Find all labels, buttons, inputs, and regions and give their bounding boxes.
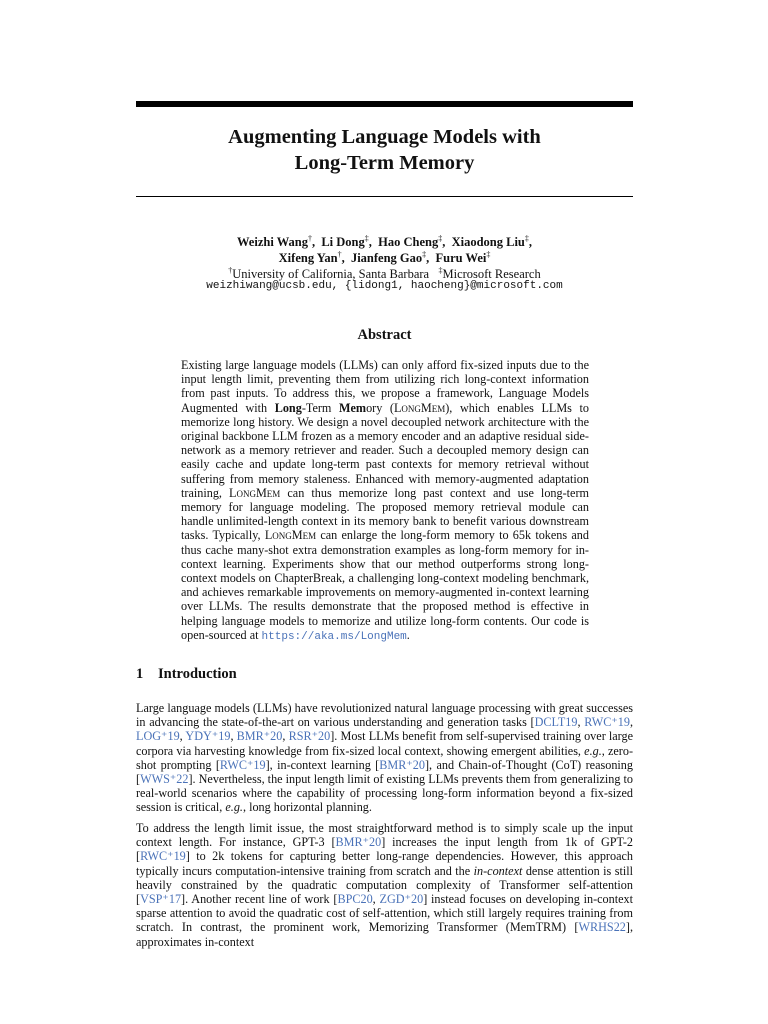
author-affiliation-mark: † bbox=[337, 250, 342, 259]
author-line-2: Xifeng Yan†, Jianfeng Gao‡, Furu Wei‡ bbox=[278, 250, 491, 266]
author-affiliation-mark: ‡ bbox=[524, 234, 529, 243]
author-name: Xiaodong Liu bbox=[451, 235, 525, 250]
author-name: Li Dong bbox=[321, 235, 365, 250]
title-rule bbox=[136, 196, 633, 197]
affiliation-mark-1: † bbox=[228, 266, 233, 275]
author-line-1: Weizhi Wang†, Li Dong‡, Hao Cheng‡, Xiaodong Liu‡, bbox=[236, 234, 532, 250]
affiliation-ucsb: University of California, Santa Barbara bbox=[232, 267, 430, 282]
author-name: Weizhi Wang bbox=[236, 235, 308, 250]
author-name: Xifeng Yan bbox=[278, 251, 338, 266]
citation-link[interactable]: BMR⁺20 bbox=[236, 729, 283, 744]
method-name: LongMem bbox=[393, 400, 446, 415]
code-url-link[interactable]: https://aka.ms/LongMem bbox=[261, 630, 407, 643]
author-name: Jianfeng Gao bbox=[350, 251, 423, 266]
intro-paragraph-2: To address the length limit issue, the most straightforward method is to simply scale up the input context length. For instance, GPT-3 [BMR⁺20] increases the input length from 1k of GPT-2 [RWC⁺19] to 2k tokens for capturing better long-range dependencies. However, this approach typically incurs computation-intensive training from scratch and the in-context dense attention is still heavily constrained by the quadratic computation complexity of Transformer self-attention [VSP⁺17]. Another recent line of work [BPC20, ZGD⁺20] instead focuses on developing in-context sparse attention to avoid the quadratic cost of self-attention, which still largely requires training from scratch. In contrast, the prominent work, Memorizing Transformer (MemTRM) [WRHS22], approximates in-context bbox=[136, 821, 634, 949]
italic-text: in-context bbox=[473, 863, 523, 878]
bold-text: Mem bbox=[339, 400, 367, 415]
author-affiliation-mark: ‡ bbox=[486, 250, 491, 259]
citation-link[interactable]: RWC⁺19 bbox=[219, 757, 266, 772]
citation-link[interactable]: DCLT19 bbox=[534, 715, 578, 730]
abstract-heading: Abstract bbox=[357, 327, 412, 343]
author-name: Hao Cheng bbox=[378, 235, 439, 250]
italic-text: e.g. bbox=[584, 743, 602, 758]
citation-link[interactable]: BMR⁺20 bbox=[379, 757, 425, 772]
author-affiliation-mark: † bbox=[307, 234, 312, 243]
method-name: LongMem bbox=[264, 528, 317, 543]
paper-title-line2: Long-Term Memory bbox=[294, 152, 475, 174]
author-affiliation-mark: ‡ bbox=[364, 234, 369, 243]
citation-link[interactable]: WWS⁺22 bbox=[140, 772, 189, 787]
paper-title-line1: Augmenting Language Models with bbox=[228, 126, 541, 148]
citation-link[interactable]: BPC20 bbox=[337, 892, 373, 907]
top-rule bbox=[136, 101, 633, 107]
citation-link[interactable]: WRHS22 bbox=[578, 920, 626, 935]
author-emails: weizhiwang@ucsb.edu, {lidong1, haocheng}@microsoft.com bbox=[206, 280, 563, 292]
method-name: LongMem bbox=[229, 485, 281, 500]
author-affiliation-mark: ‡ bbox=[438, 234, 443, 243]
citation-link[interactable]: ZGD⁺20 bbox=[379, 892, 424, 907]
citation-link[interactable]: VSP⁺17 bbox=[140, 892, 182, 907]
author-affiliation-mark: ‡ bbox=[422, 250, 427, 259]
italic-text: e.g. bbox=[225, 800, 243, 815]
citation-link[interactable]: BMR⁺20 bbox=[335, 835, 382, 850]
section-heading bbox=[136, 666, 237, 683]
section-title: Introduction bbox=[158, 666, 237, 682]
affiliation-mark-2: ‡ bbox=[438, 266, 443, 275]
bold-text: Long bbox=[274, 400, 302, 415]
author-name: Furu Wei bbox=[435, 251, 487, 266]
citation-link[interactable]: RSR⁺20 bbox=[288, 729, 331, 744]
intro-paragraph-1: Large language models (LLMs) have revolutionized natural language processing with great successes in advancing the state-of-the-art on various understanding and generation tasks [DCLT19, RWC⁺19, LOG⁺19, YDY⁺19, BMR⁺20, RSR⁺20]. Most LLMs benefit from self-supervised training over large corpora via harvesting knowledge from fix-sized local context, showing emergent abilities, e.g., zero-shot prompting [RWC⁺19], in-context learning [BMR⁺20], and Chain-of-Thought (CoT) reasoning [WWS⁺22]. Nevertheless, the input length limit of existing LLMs prevents them from generalizing to real-world scenarios where the capability of processing long-form information beyond a fix-sized session is critical, e.g., long horizontal planning. bbox=[136, 701, 634, 815]
abstract-body: Existing large language models (LLMs) can only afford fix-sized inputs due to the input length limit, preventing them from utilizing rich long-context information from past inputs. To address this, we propose a framework, Language Models Augmented with Long-Term Memory (LongMem), which enables LLMs to memorize long history. We design a novel decoupled network architecture with the original backbone LLM frozen as a memory encoder and an adaptive residual side-network as a memory retriever and reader. Such a decoupled memory design can easily cache and update long-term past contexts for memory retrieval without suffering from memory staleness. Enhanced with memory-augmented adaptation training, LongMem can thus memorize long past context and use long-term memory for language modeling. The proposed memory retrieval module can handle unlimited-length context in its memory bank to benefit various downstream tasks. Typically, LongMem can enlarge the long-form memory to 65k tokens and thus cache many-shot extra demonstration examples as long-form memory for in-context learning. Experiments show that our method outperforms strong long-context models on ChapterBreak, a challenging long-context modeling benchmark, and achieves remarkable improvements on memory-augmented in-context learning over LLMs. The results demonstrate that the proposed method is effective in helping language models to memorize and utilize long-form contents. Our code is open-sourced at https://aka.ms/LongMem. bbox=[181, 358, 589, 643]
citation-link[interactable]: RWC⁺19 bbox=[584, 715, 630, 730]
citation-link[interactable]: RWC⁺19 bbox=[140, 849, 186, 864]
affiliation-microsoft: Microsoft Research bbox=[442, 267, 541, 282]
citation-link[interactable]: LOG⁺19 bbox=[136, 729, 180, 744]
citation-link[interactable]: YDY⁺19 bbox=[185, 729, 231, 744]
section-number: 1 bbox=[136, 666, 144, 682]
